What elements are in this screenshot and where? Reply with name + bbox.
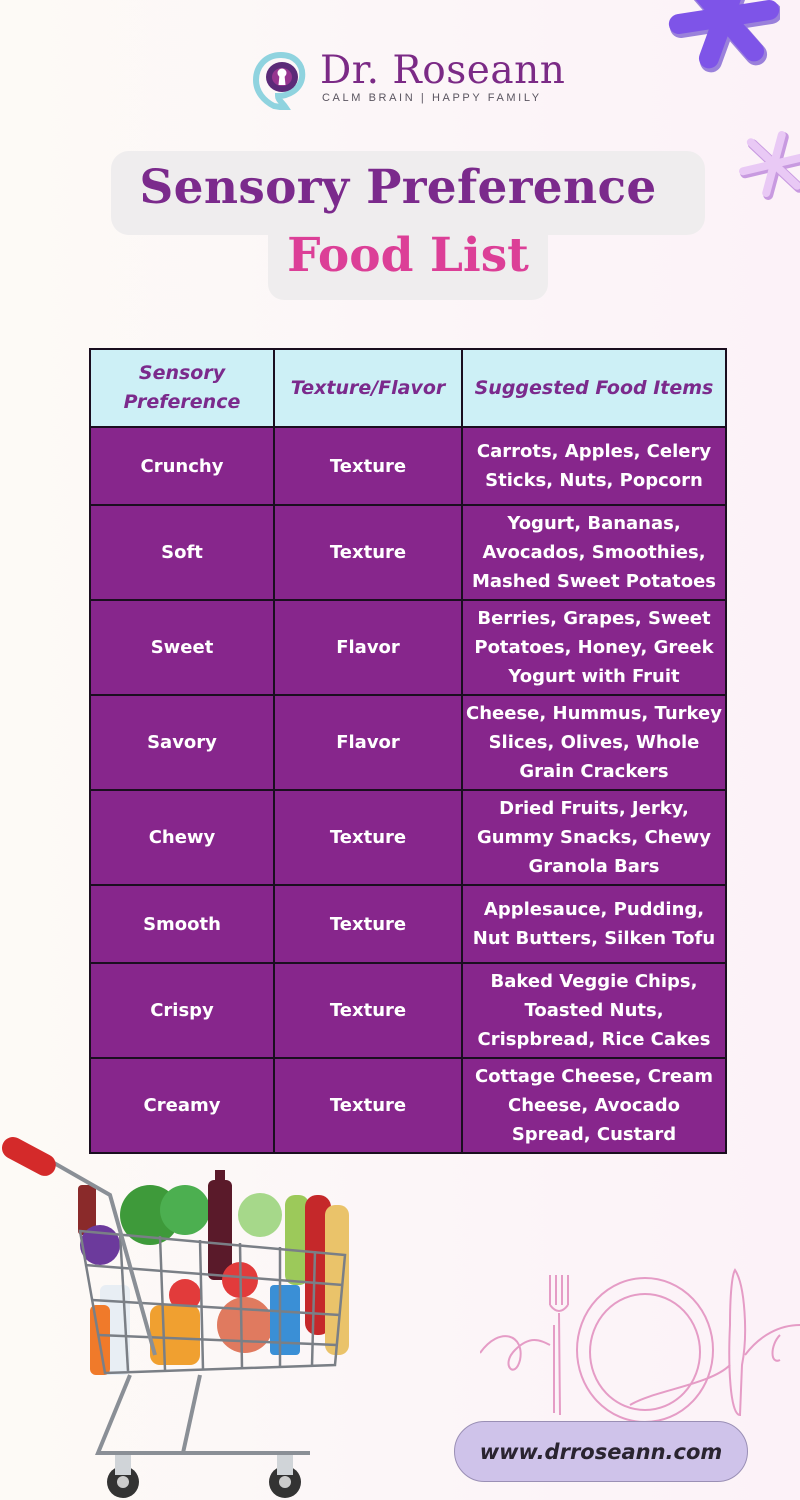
shopping-cart-icon (0, 1135, 360, 1500)
table-row (91, 426, 725, 504)
header-suggested-foods: Suggested Food Items (461, 350, 725, 426)
website-link[interactable]: www.drroseann.com (454, 1421, 748, 1482)
cell-preference: Creamy (91, 1059, 273, 1152)
cell-foods: Berries, Grapes, Sweet Potatoes, Honey, Greek Yogurt with Fruit (461, 601, 725, 694)
lilac-asterisk-icon (736, 128, 800, 200)
cell-foods: Carrots, Apples, Celery Sticks, Nuts, Popcorn (461, 428, 725, 504)
cell-type: Texture (273, 886, 461, 962)
table-row (91, 694, 725, 789)
food-list-table (89, 348, 727, 1154)
cell-type: Texture (273, 506, 461, 599)
table-row (91, 962, 725, 1057)
table-header-row (91, 350, 725, 426)
table-row (91, 884, 725, 962)
table-row (91, 504, 725, 599)
brand-name: Dr. Roseann (320, 48, 566, 93)
brand-logo[interactable] (252, 48, 566, 112)
cell-preference: Soft (91, 506, 273, 599)
cell-foods: Cheese, Hummus, Turkey Slices, Olives, Whole Grain Crackers (461, 696, 725, 789)
table-row (91, 599, 725, 694)
cell-preference: Crispy (91, 964, 273, 1057)
cell-preference: Smooth (91, 886, 273, 962)
cell-preference: Savory (91, 696, 273, 789)
header-texture-flavor: Texture/Flavor (273, 350, 461, 426)
cell-type: Flavor (273, 601, 461, 694)
head-keyhole-icon (252, 52, 310, 110)
purple-asterisk-icon (660, 0, 780, 80)
cell-type: Texture (273, 791, 461, 884)
cell-preference: Crunchy (91, 428, 273, 504)
plate-fork-knife-icon (480, 1265, 800, 1425)
header-sensory-preference: Sensory Preference (91, 350, 273, 426)
cell-foods: Baked Veggie Chips, Toasted Nuts, Crispbread, Rice Cakes (461, 964, 725, 1057)
cell-foods: Yogurt, Bananas, Avocados, Smoothies, Mashed Sweet Potatoes (461, 506, 725, 599)
page-title-line2: Food List (287, 228, 529, 283)
cell-type: Texture (273, 1059, 461, 1152)
cell-type: Texture (273, 964, 461, 1057)
table-row (91, 789, 725, 884)
page-title-line1: Sensory Preference (139, 160, 657, 215)
cell-preference: Chewy (91, 791, 273, 884)
cell-foods: Dried Fruits, Jerky, Gummy Snacks, Chewy Granola Bars (461, 791, 725, 884)
cell-type: Texture (273, 428, 461, 504)
cell-foods: Cottage Cheese, Cream Cheese, Avocado Spread, Custard (461, 1059, 725, 1152)
cell-preference: Sweet (91, 601, 273, 694)
cell-type: Flavor (273, 696, 461, 789)
brand-tagline: CALM BRAIN | HAPPY FAMILY (322, 92, 542, 104)
cell-foods: Applesauce, Pudding, Nut Butters, Silken Tofu (461, 886, 725, 962)
